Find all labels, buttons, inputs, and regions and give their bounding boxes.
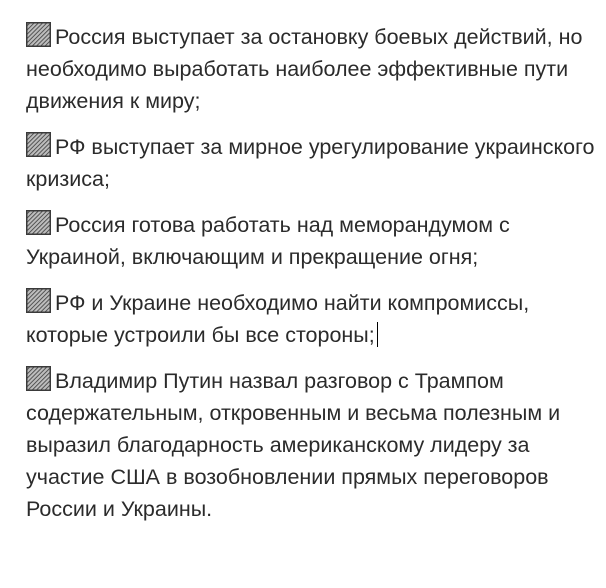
hatched-square-icon [26, 22, 51, 47]
list-item-text: Россия выступает за остановку боевых действий, но необходимо выработать наиболее эффективные пути движения к миру; [26, 25, 583, 113]
list-item-text: РФ выступает за мирное урегулирование украинского кризиса; [26, 135, 595, 191]
hatched-square-icon [26, 288, 51, 313]
message-body [26, 21, 598, 525]
text-cursor [377, 322, 378, 347]
list-item-text: Россия готова работать над меморандумом с Украиной, включающим и прекращение огня; [26, 213, 510, 269]
list-item-text: РФ и Украине необходимо найти компромиссы, которые устроили бы все стороны; [26, 291, 530, 347]
list-item [26, 21, 598, 117]
list-item [26, 131, 598, 195]
list-item-text: Владимир Путин назвал разговор с Трампом содержательным, откровенным и весьма полезным и выразил благодарность американскому лидеру за участие США в возобновлении прямых переговоров России и Украины. [26, 369, 561, 521]
hatched-square-icon [26, 210, 51, 235]
list-item [26, 209, 598, 273]
hatched-square-icon [26, 132, 51, 157]
hatched-square-icon [26, 366, 51, 391]
list-item [26, 365, 598, 525]
list-item [26, 287, 598, 351]
